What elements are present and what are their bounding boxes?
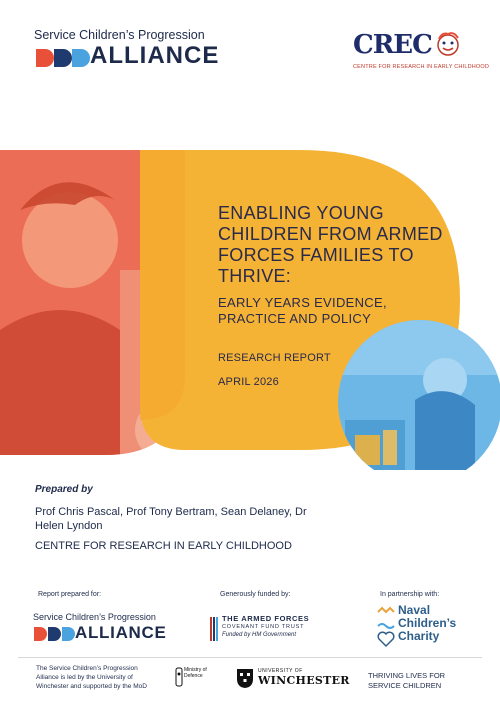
scpa-footer-line1: Service Children’s Progression [33,612,156,622]
crec-logo [353,30,490,74]
crec-subtitle: CENTRE FOR RESEARCH IN EARLY CHILDHOOD [353,64,490,70]
report-subtitle: EARLY YEARS EVIDENCE, PRACTICE AND POLICY [218,295,387,326]
scpa-logo-wordmark: ALLIANCE [90,42,220,69]
partnership-label: In partnership with: [380,591,440,598]
naval-charity-name: Naval Children’s Charity [398,603,457,643]
scpa-logo-footer [33,612,167,644]
crest-icon [175,666,183,688]
report-type: RESEARCH REPORT [218,352,331,364]
crec-wordmark: CREC [353,30,432,60]
charity-icons [376,606,396,652]
naval-childrens-charity-logo [376,604,476,652]
thriving-lives-tagline: THRIVING LIVES FOR SERVICE CHILDREN [368,671,446,690]
aff-line1: THE ARMED FORCES [222,614,310,623]
ministry-of-defence-logo [175,666,225,692]
child-face-icon [433,30,463,60]
university-of-winchester-logo [236,668,350,690]
aff-line2: COVENANT FUND TRUST [222,624,305,630]
prepared-for-label: Report prepared for: [38,591,102,598]
aff-line3: Funded by HM Government [222,632,297,638]
prepared-by-label: Prepared by [35,484,93,495]
author-list: Prof Chris Pascal, Prof Tony Bertram, Sean Delaney, Dr Helen Lyndon [35,506,307,532]
scpa-dots-icon [34,47,90,69]
scpa-logo-line1: Service Children’s Progression [34,28,205,42]
winch-small-text: UNIVERSITY OF [258,668,303,674]
report-title: ENABLING YOUNG CHILDREN FROM ARMED FORCES FAMILIES TO THRIVE: [218,203,443,286]
winch-wordmark: WINCHESTER [258,674,350,687]
stripes-icon [210,617,220,641]
scpa-dots-icon [33,626,75,642]
crest-icon [236,668,254,688]
footer-alliance-statement: The Service Children’s Progression Alliance is led by the University of Winchester and supported by the MoD [36,665,147,690]
scpa-logo-header [34,28,224,72]
mod-text: Ministry of Defence [184,667,207,679]
research-centre-name: CENTRE FOR RESEARCH IN EARLY CHILDHOOD [35,540,292,552]
report-date: APRIL 2026 [218,376,279,388]
footer-divider [18,657,482,658]
armed-forces-covenant-logo [210,614,340,644]
funded-by-label: Generously funded by: [220,591,291,598]
scpa-footer-wordmark: ALLIANCE [75,623,167,642]
